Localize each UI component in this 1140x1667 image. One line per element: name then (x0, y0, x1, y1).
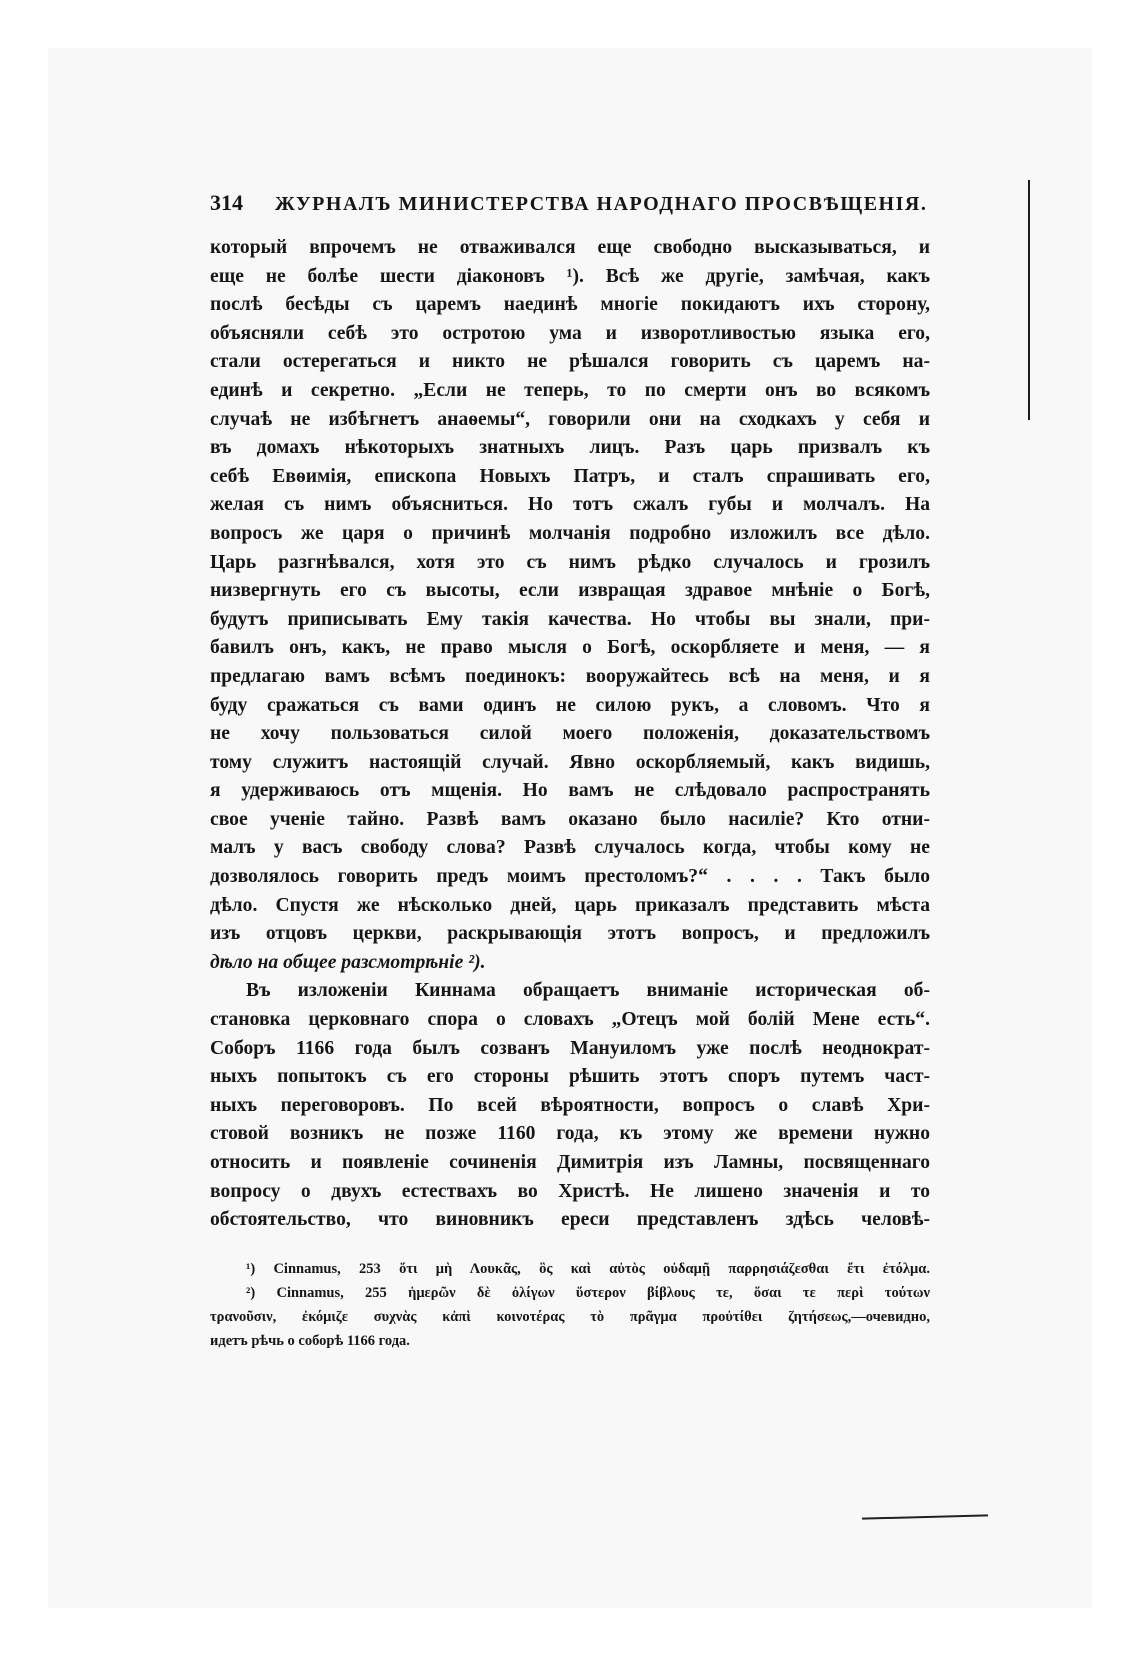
footnote-line: ¹) Cinnamus, 253 ὅτι μὴ Λουκᾶς, ὃς καὶ αὐτὸς οὐδαμῇ παρρησιάζεσθαι ἔτι ἐτόλμα. (246, 1260, 930, 1277)
text-line: становка церковнаго спора о словахъ „Отецъ мой болій Мене есть“. (210, 1009, 930, 1031)
text-line: стали остерегаться и никто не рѣшался говорить съ царемъ на- (210, 351, 930, 373)
text-line: дѣло на общее разсмотрѣніе ²). (210, 951, 486, 973)
text-line: послѣ бесѣды съ царемъ наединѣ многіе покидаютъ ихъ сторону, (210, 294, 930, 316)
text-line: вопросу о двухъ естествахъ во Христѣ. Не лишено значенія и то (210, 1180, 930, 1202)
journal-title: ЖУРНАЛЪ МИНИСТЕРСТВА НАРОДНАГО ПРОСВѢЩЕНІЯ. (275, 193, 928, 215)
text-line: вопросъ же царя о причинѣ молчанія подробно изложилъ все дѣло. (210, 522, 930, 544)
footnote-line: ²) Cinnamus, 255 ἡμερῶν δὲ ὀλίγων ὕστερον βίβλους τε, ὅσαι τε περὶ τούτων (246, 1284, 930, 1301)
text-line: еще не болѣе шести діаконовъ ¹). Всѣ же другіе, замѣчая, какъ (210, 265, 930, 287)
text-line: свое ученіе тайно. Развѣ вамъ оказано было насиліе? Кто отни- (210, 808, 930, 830)
text-line: случаѣ не избѣгнетъ анаѳемы“, говорили они на сходкахъ у себя и (210, 408, 930, 430)
text-line: себѣ Евѳимія, епископа Новыхъ Патръ, и сталъ спрашивать его, (210, 465, 930, 487)
text-line: Соборъ 1166 года былъ созванъ Мануиломъ уже послѣ неоднократ- (210, 1037, 930, 1059)
text-line: тому служитъ настоящій случай. Явно оскорбляемый, какъ видишь, (210, 751, 930, 773)
text-line: стовой возникъ не позже 1160 года, къ этому же времени нужно (210, 1123, 930, 1145)
footnote-line: τρανοῦσιν, ἐκόμιζε συχνὰς κἀπὶ κοινοτέρας τὸ πρᾶγμα προὐτίθει ζητήσεως,—очевидно, (210, 1308, 930, 1325)
text-line: я удерживаюсь отъ мщенія. Но вамъ не слѣдовало распространять (210, 780, 930, 802)
text-line: относить и появленіе сочиненія Димитрія изъ Ламны, посвященнаго (210, 1152, 930, 1173)
text-line: ныхъ попытокъ съ его стороны рѣшить этотъ споръ путемъ част- (210, 1066, 930, 1088)
page-content (210, 190, 930, 1353)
text-line: изъ отцовъ церкви, раскрывающія этотъ вопросъ, и предложилъ (210, 923, 930, 945)
text-line: желая съ нимъ объясниться. Но тотъ сжалъ губы и молчалъ. На (210, 494, 930, 516)
text-line: дѣло. Спустя же нѣсколько дней, царь приказалъ представить мѣста (210, 894, 930, 916)
text-line: малъ у васъ свободу слова? Развѣ случалось когда, чтобы кому не (210, 837, 930, 859)
text-line: не хочу пользоваться силой моего положенія, доказательствомъ (210, 723, 930, 745)
main-text (210, 234, 930, 1235)
text-line: Въ изложеніи Киннама обращаетъ вниманіе историческая об- (246, 980, 930, 1002)
page-number: 314 (210, 190, 243, 215)
footnote-line: идетъ рѣчь о соборѣ 1166 года. (210, 1332, 410, 1349)
text-line: будутъ приписывать Ему такія качества. Но чтобы вы знали, при- (210, 608, 930, 630)
text-line: который впрочемъ не отваживался еще свободно высказываться, и (210, 237, 930, 258)
footnotes (210, 1257, 930, 1353)
text-line: буду сражаться съ вами одинъ не силою рукъ, а словомъ. Что я (210, 694, 930, 716)
text-line: предлагаю вамъ всѣмъ поединокъ: вооружайтесь всѣ на меня, и я (210, 665, 930, 687)
text-line: Царь разгнѣвался, хотя это съ нимъ рѣдко случалось и грозилъ (210, 551, 930, 573)
running-header (210, 190, 930, 234)
text-line: единѣ и секретно. „Если не теперь, то по смерти онъ во всякомъ (210, 379, 930, 401)
text-line: ныхъ переговоровъ. По всей вѣроятности, вопросъ о славѣ Хри- (210, 1094, 930, 1116)
text-line: въ домахъ нѣкоторыхъ знатныхъ лицъ. Разъ царь призвалъ къ (210, 437, 930, 459)
text-line: бавилъ онъ, какъ, не право мысля о Богѣ, оскорбляете и меня, — я (210, 637, 930, 659)
text-line: обстоятельство, что виновникъ ереси представленъ здѣсь человѣ- (210, 1209, 930, 1231)
text-line: объясняли себѣ это остротою ума и изворотливостью языка его, (210, 322, 930, 344)
text-line: дозволялось говорить предъ моимъ престоломъ?“ . . . . Такъ было (210, 866, 930, 888)
text-line: низвергнуть его съ высоты, если извращая здравое мнѣніе о Богѣ, (210, 580, 930, 602)
binding-edge-line (1028, 180, 1030, 420)
